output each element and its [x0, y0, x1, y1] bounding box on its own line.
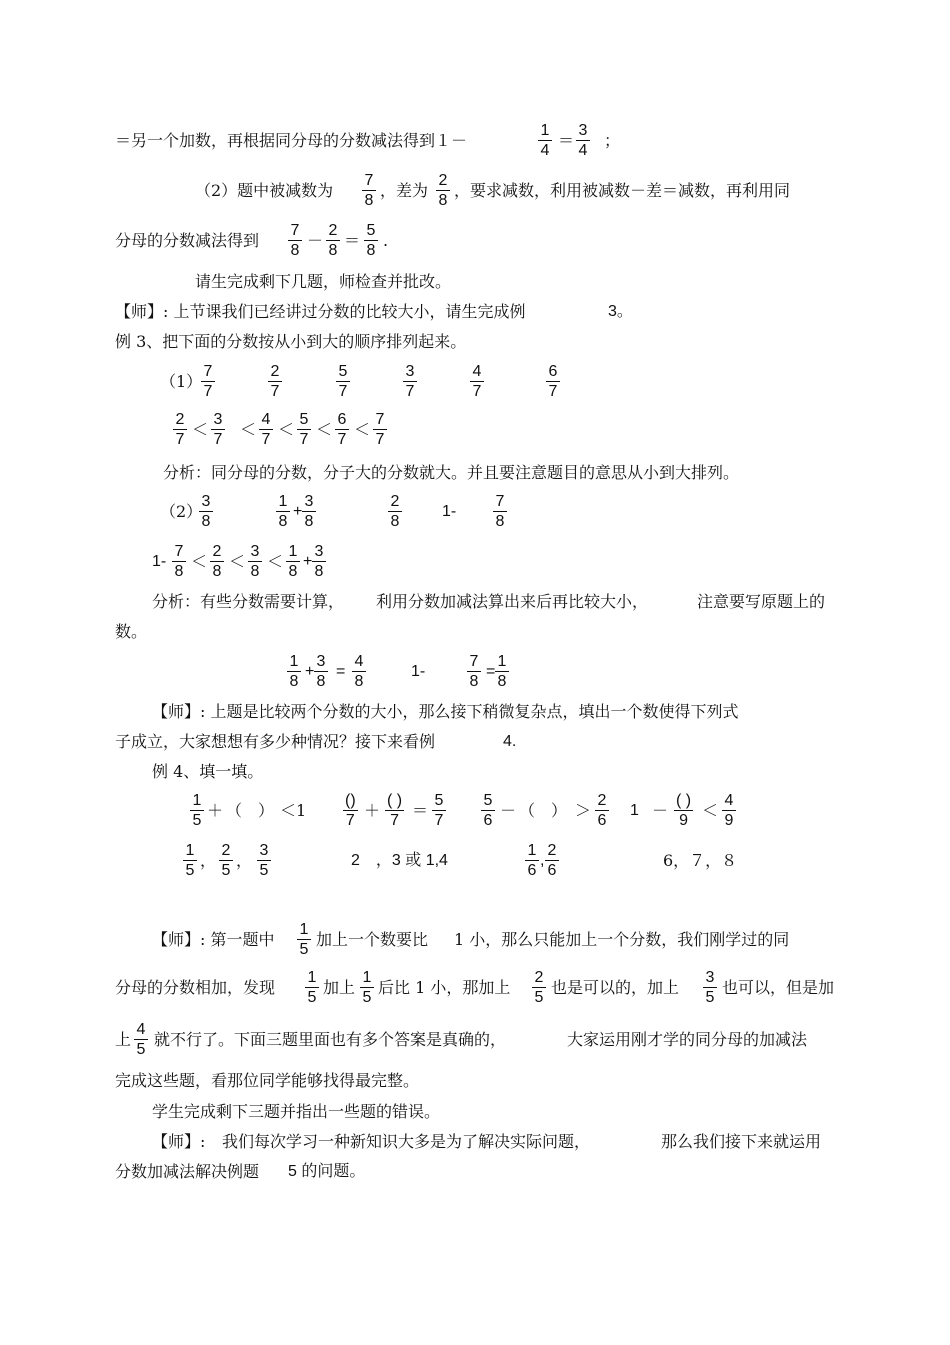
one-minus: 1-: [152, 553, 167, 570]
less-than-sign: ＜: [267, 552, 284, 571]
fraction: 3 7: [403, 362, 417, 401]
text-line: （2）题中被减数为: [195, 181, 334, 200]
fraction: 5 7: [336, 362, 350, 401]
answer-text: 2 ，3 或 1,4: [351, 852, 448, 869]
fraction: 3 5: [257, 841, 271, 880]
blank-paren: （ ）: [226, 801, 275, 820]
fraction: 4 9: [722, 791, 736, 830]
comma: ，: [200, 851, 217, 870]
text-line: .: [383, 231, 389, 250]
text-line: 【师】: 上题是比较两个分数的大小，那么接下稍微复杂点，填出一个数使得下列式: [152, 702, 739, 721]
problem-label: （2）: [160, 502, 203, 521]
text-line: 上: [115, 1030, 132, 1049]
text-line: ；: [604, 131, 621, 150]
fraction: 2 8: [210, 542, 224, 581]
fraction: 2 7: [173, 410, 187, 449]
text-line: 利用分数加减法算出来后再比较大小，: [376, 592, 649, 611]
fraction: 2 7: [268, 362, 282, 401]
text-line: 大家运用刚才学的同分母的加减法: [567, 1030, 808, 1049]
fraction: 4 7: [470, 362, 484, 401]
fraction: 1 8: [276, 492, 290, 531]
fraction: ( ) 7: [387, 792, 403, 829]
blank-paren: （ ）: [519, 801, 568, 820]
text-line: 子成立，大家想想有多少种情况？接下来看例: [115, 732, 436, 751]
fraction: 1 4: [538, 121, 552, 160]
fraction: 5 6: [481, 791, 495, 830]
text-line: 分析：同分母的分数，分子大的分数就大。并且要注意题目的意思从小到大排列。: [163, 463, 740, 482]
text-line: 【师】:: [152, 1132, 206, 1151]
minus-sign: －: [500, 801, 517, 820]
fraction: 3 8: [199, 492, 213, 531]
fraction: 2 6: [545, 841, 559, 880]
less-than-sign: ＜: [278, 420, 295, 439]
equals-sign: =: [336, 663, 346, 680]
less-than-sign: ＜: [229, 552, 246, 571]
text-line: 也是可以的，加上: [551, 978, 680, 997]
fraction: 7 8: [362, 171, 376, 210]
comma: ，: [236, 851, 253, 870]
fraction: 7 7: [201, 362, 215, 401]
text-line: ＝另一个加数，再根据同分母的分数减法得到１－: [115, 131, 468, 150]
equals-sign: =: [486, 663, 496, 680]
fraction: 6 7: [546, 362, 560, 401]
fraction: 2 5: [219, 841, 233, 880]
text-line: 后比 1 小，那加上: [378, 978, 511, 997]
text-line: 分母的分数减法得到: [115, 231, 260, 250]
text-line: 学生完成剩下三题并指出一些题的错误。: [152, 1102, 441, 1121]
text-line: 分数加减法解决例题: [115, 1162, 260, 1181]
one-minus: 1-: [411, 663, 426, 680]
fraction: 3 8: [248, 542, 262, 581]
fraction: 3 8: [312, 542, 326, 581]
fraction: 4 5: [134, 1020, 148, 1059]
fraction: 2 8: [326, 221, 340, 260]
number-one: 1: [630, 802, 639, 819]
text-line: 4.: [503, 733, 517, 750]
fraction: 1 8: [287, 652, 301, 691]
fraction: 1 5: [360, 968, 374, 1007]
plus-sign: +: [303, 553, 313, 570]
fraction: 2 5: [532, 968, 546, 1007]
fraction: 3 8: [314, 652, 328, 691]
text-line: 加上一个数要比: [316, 930, 429, 949]
fraction: 3 5: [703, 968, 717, 1007]
fraction: 5 7: [432, 791, 446, 830]
text-line: 数。: [115, 622, 148, 641]
less-than-sign: ＜: [191, 552, 208, 571]
equals-sign: ＝: [412, 801, 429, 820]
text-line: 我们每次学习一种新知识大多是为了解决实际问题，: [222, 1132, 591, 1151]
fraction: 1 5: [183, 841, 197, 880]
comma: ,: [540, 852, 545, 869]
text-line: 3。: [608, 303, 633, 320]
less-than-sign: ＜: [316, 420, 333, 439]
text-line: 1 小，那么只能加上一个分数，我们刚学过的同: [454, 930, 790, 949]
text-line: ＜1: [280, 801, 307, 820]
less-than-sign: ＜: [702, 801, 719, 820]
fraction: 3 7: [211, 410, 225, 449]
fraction: 1 8: [495, 652, 509, 691]
one-minus: 1-: [442, 503, 457, 520]
fraction: 4 7: [259, 410, 273, 449]
plus-sign: ＋: [364, 801, 381, 820]
less-than-sign: ＜: [354, 420, 371, 439]
text-line: 完成这些题，看那位同学能够找得最完整。: [115, 1071, 420, 1090]
plus-sign: +: [305, 663, 315, 680]
fraction: 6 7: [335, 410, 349, 449]
fraction: 7 7: [373, 410, 387, 449]
fraction: 1 8: [286, 542, 300, 581]
text-line: 分母的分数相加，发现: [115, 978, 276, 997]
fraction: 2 8: [436, 171, 450, 210]
text-line: 就不行了。下面三题里面也有多个答案是真确的，: [154, 1030, 507, 1049]
text-line: 【师】: 第一题中: [152, 930, 275, 949]
fraction: 7 8: [467, 652, 481, 691]
text-line: ，要求减数，利用被减数－差＝减数，再利用同: [454, 181, 791, 200]
fraction: () 7: [345, 792, 356, 829]
greater-than-sign: ＞: [575, 801, 592, 820]
answer-text: 6，７，８: [663, 851, 738, 870]
text-line: ，差为: [380, 181, 429, 200]
minus-sign: －: [307, 231, 324, 250]
text-line: 请生完成剩下几题，师检查并批改。: [195, 272, 452, 291]
fraction: ( ) 9: [676, 792, 692, 829]
fraction: 5 7: [297, 410, 311, 449]
equals-sign: ＝: [344, 231, 361, 250]
fraction: 4 8: [352, 652, 366, 691]
plus-sign: +: [293, 503, 303, 520]
fraction: 5 8: [364, 221, 378, 260]
fraction: 1 6: [525, 841, 539, 880]
problem-label: （1）: [160, 372, 203, 391]
text-line: 例 3、把下面的分数按从小到大的顺序排列起来。: [115, 332, 467, 351]
text-line: 5 的问题。: [288, 1163, 366, 1180]
text-line: 例 4、填一填。: [152, 762, 264, 781]
equals-sign: ＝: [558, 131, 575, 150]
fraction: 1 5: [190, 791, 204, 830]
text-line: 那么我们接下来就运用: [661, 1132, 822, 1151]
text-line: 也可以，但是加: [722, 978, 835, 997]
text-line: 【师】: 上节课我们已经讲过分数的比较大小，请生完成例: [115, 302, 526, 321]
less-than-sign: ＜: [192, 420, 209, 439]
text-line: 注意要写原题上的: [697, 592, 826, 611]
text-line: 分析：有些分数需要计算，: [152, 592, 345, 611]
fraction: 7 8: [288, 221, 302, 260]
less-than-sign: ＜: [240, 420, 257, 439]
fraction: 3 4: [576, 121, 590, 160]
fraction: 3 8: [302, 492, 316, 531]
minus-sign: －: [652, 801, 669, 820]
fraction: 1 5: [305, 968, 319, 1007]
text-line: 加上: [323, 978, 356, 997]
fraction: 2 8: [388, 492, 402, 531]
fraction: 7 8: [172, 542, 186, 581]
fraction: 7 8: [493, 492, 507, 531]
fraction: 1 5: [297, 920, 311, 959]
fraction: 2 6: [595, 791, 609, 830]
plus-sign: ＋: [207, 801, 224, 820]
